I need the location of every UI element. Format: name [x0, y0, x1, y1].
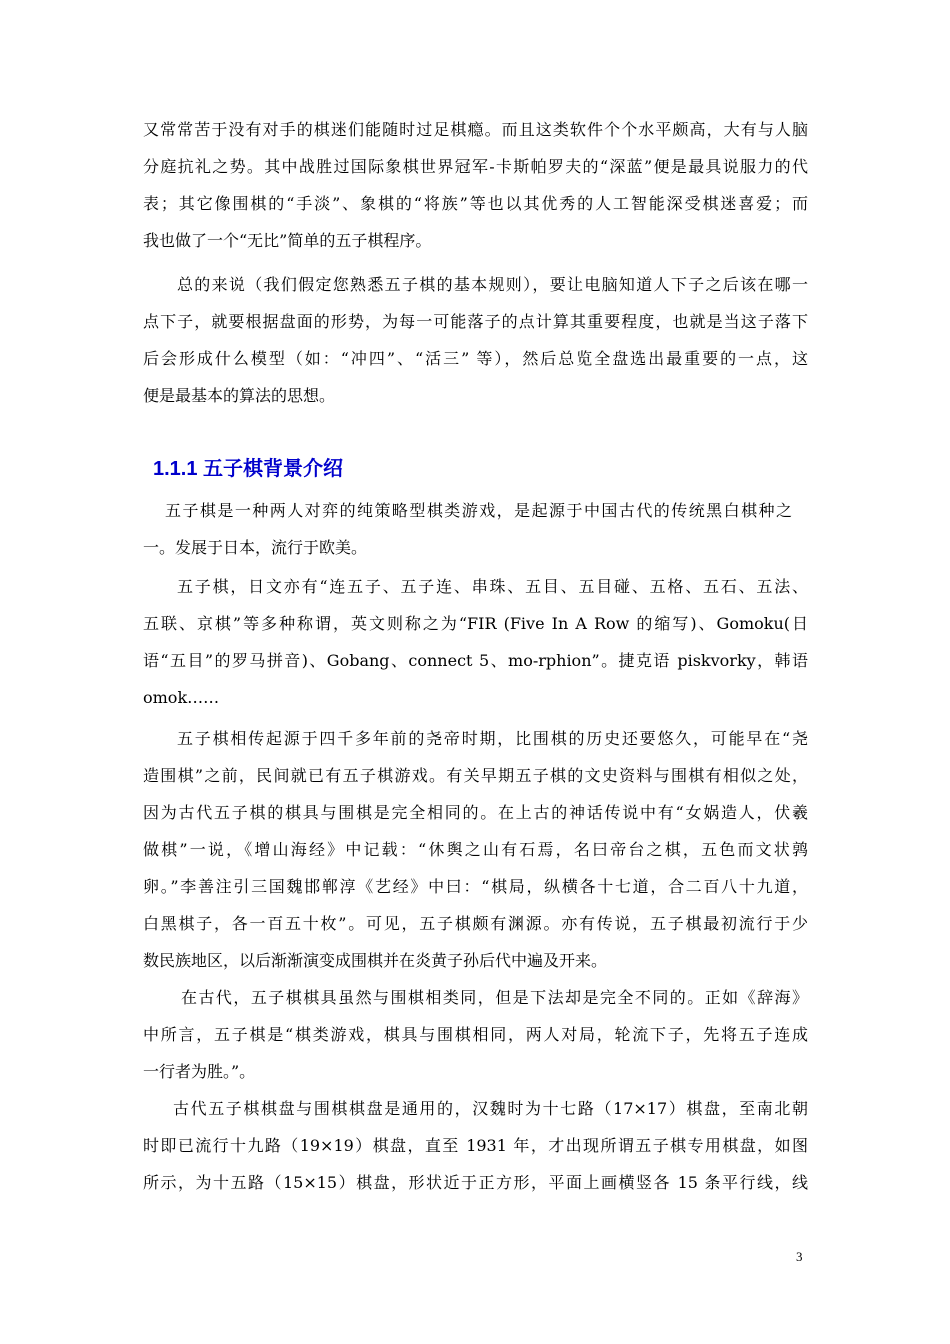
- text-line: 做棋”一说，《增山海经》中记载：“休舆之山有石焉，名曰帝台之棋，五色而文状鹑: [143, 840, 808, 859]
- text-line: 后会形成什么模型（如：“冲四”、“活三” 等），然后总览全盘选出最重要的一点，这: [143, 349, 808, 368]
- text-line: 五联、京棋”等多种称谓，英文则称之为“FIR (Five In A Row 的缩写)、Gomoku(日: [143, 614, 808, 633]
- text-line: 一行者为胜。”。: [143, 1062, 256, 1081]
- text-line: 点下子，就要根据盘面的形势，为每一可能落子的点计算其重要程度，也就是当这子落下: [143, 312, 808, 331]
- text-line: 五子棋是一种两人对弈的纯策略型棋类游戏，是起源于中国古代的传统黑白棋种之: [165, 501, 792, 520]
- text-line: 一。发展于日本，流行于欧美。: [143, 538, 368, 557]
- text-line: 语“五目”的罗马拼音)、Gobang、connect 5、mo-rphion”。捷克语 piskvorky，韩语: [143, 651, 808, 670]
- page-number: 3: [796, 1249, 803, 1264]
- text-line: 因为古代五子棋的棋具与围棋是完全相同的。在上古的神话传说中有“女娲造人，伏羲: [143, 803, 808, 822]
- text-line: 又常常苦于没有对手的棋迷们能随时过足棋瘾。而且这类软件个个水平颇高，大有与人脑: [143, 120, 808, 139]
- text-line: 表；其它像围棋的“手淡”、象棋的“将族”等也以其优秀的人工智能深受棋迷喜爱；而: [143, 194, 808, 213]
- text-line: 卵。”李善注引三国魏邯郸淳《艺经》中曰：“棋局，纵横各十七道，合二百八十九道，: [143, 877, 808, 896]
- text-line: 便是最基本的算法的思想。: [143, 386, 336, 405]
- text-line: 分庭抗礼之势。其中战胜过国际象棋世界冠军-卡斯帕罗夫的“深蓝”便是最具说服力的代: [143, 157, 808, 176]
- text-line: 所示，为十五路（15×15）棋盘，形状近于正方形，平面上画横竖各 15 条平行线，线: [143, 1173, 808, 1192]
- text-line: 中所言，五子棋是“棋类游戏，棋具与围棋相同，两人对局，轮流下子，先将五子连成: [143, 1025, 808, 1044]
- text-line: 我也做了一个“无比”简单的五子棋程序。: [143, 231, 432, 250]
- text-line: 时即已流行十九路（19×19）棋盘，直至 1931 年，才出现所谓五子棋专用棋盘，如图: [143, 1136, 808, 1155]
- section-heading: 1.1.1 五子棋背景介绍: [153, 458, 344, 480]
- text-line: omok……: [143, 688, 220, 707]
- text-line: 造围棋”之前，民间就已有五子棋游戏。有关早期五子棋的文史资料与围棋有相似之处，: [143, 766, 808, 785]
- text-line: 五子棋，日文亦有“连五子、五子连、串珠、五目、五目碰、五格、五石、五法、: [177, 577, 808, 596]
- text-line: 在古代，五子棋棋具虽然与围棋相类同，但是下法却是完全不同的。正如《辞海》: [181, 988, 808, 1007]
- text-line: 总的来说（我们假定您熟悉五子棋的基本规则），要让电脑知道人下子之后该在哪一: [177, 275, 808, 294]
- text-line: 白黑棋子，各一百五十枚”。可见，五子棋颇有渊源。亦有传说，五子棋最初流行于少: [143, 914, 808, 933]
- text-line: 数民族地区，以后渐渐演变成围棋并在炎黄子孙后代中遍及开来。: [143, 951, 608, 970]
- text-line: 古代五子棋棋盘与围棋棋盘是通用的，汉魏时为十七路（17×17）棋盘，至南北朝: [173, 1099, 808, 1118]
- text-line: 五子棋相传起源于四千多年前的尧帝时期，比围棋的历史还要悠久，可能早在“尧: [177, 729, 808, 748]
